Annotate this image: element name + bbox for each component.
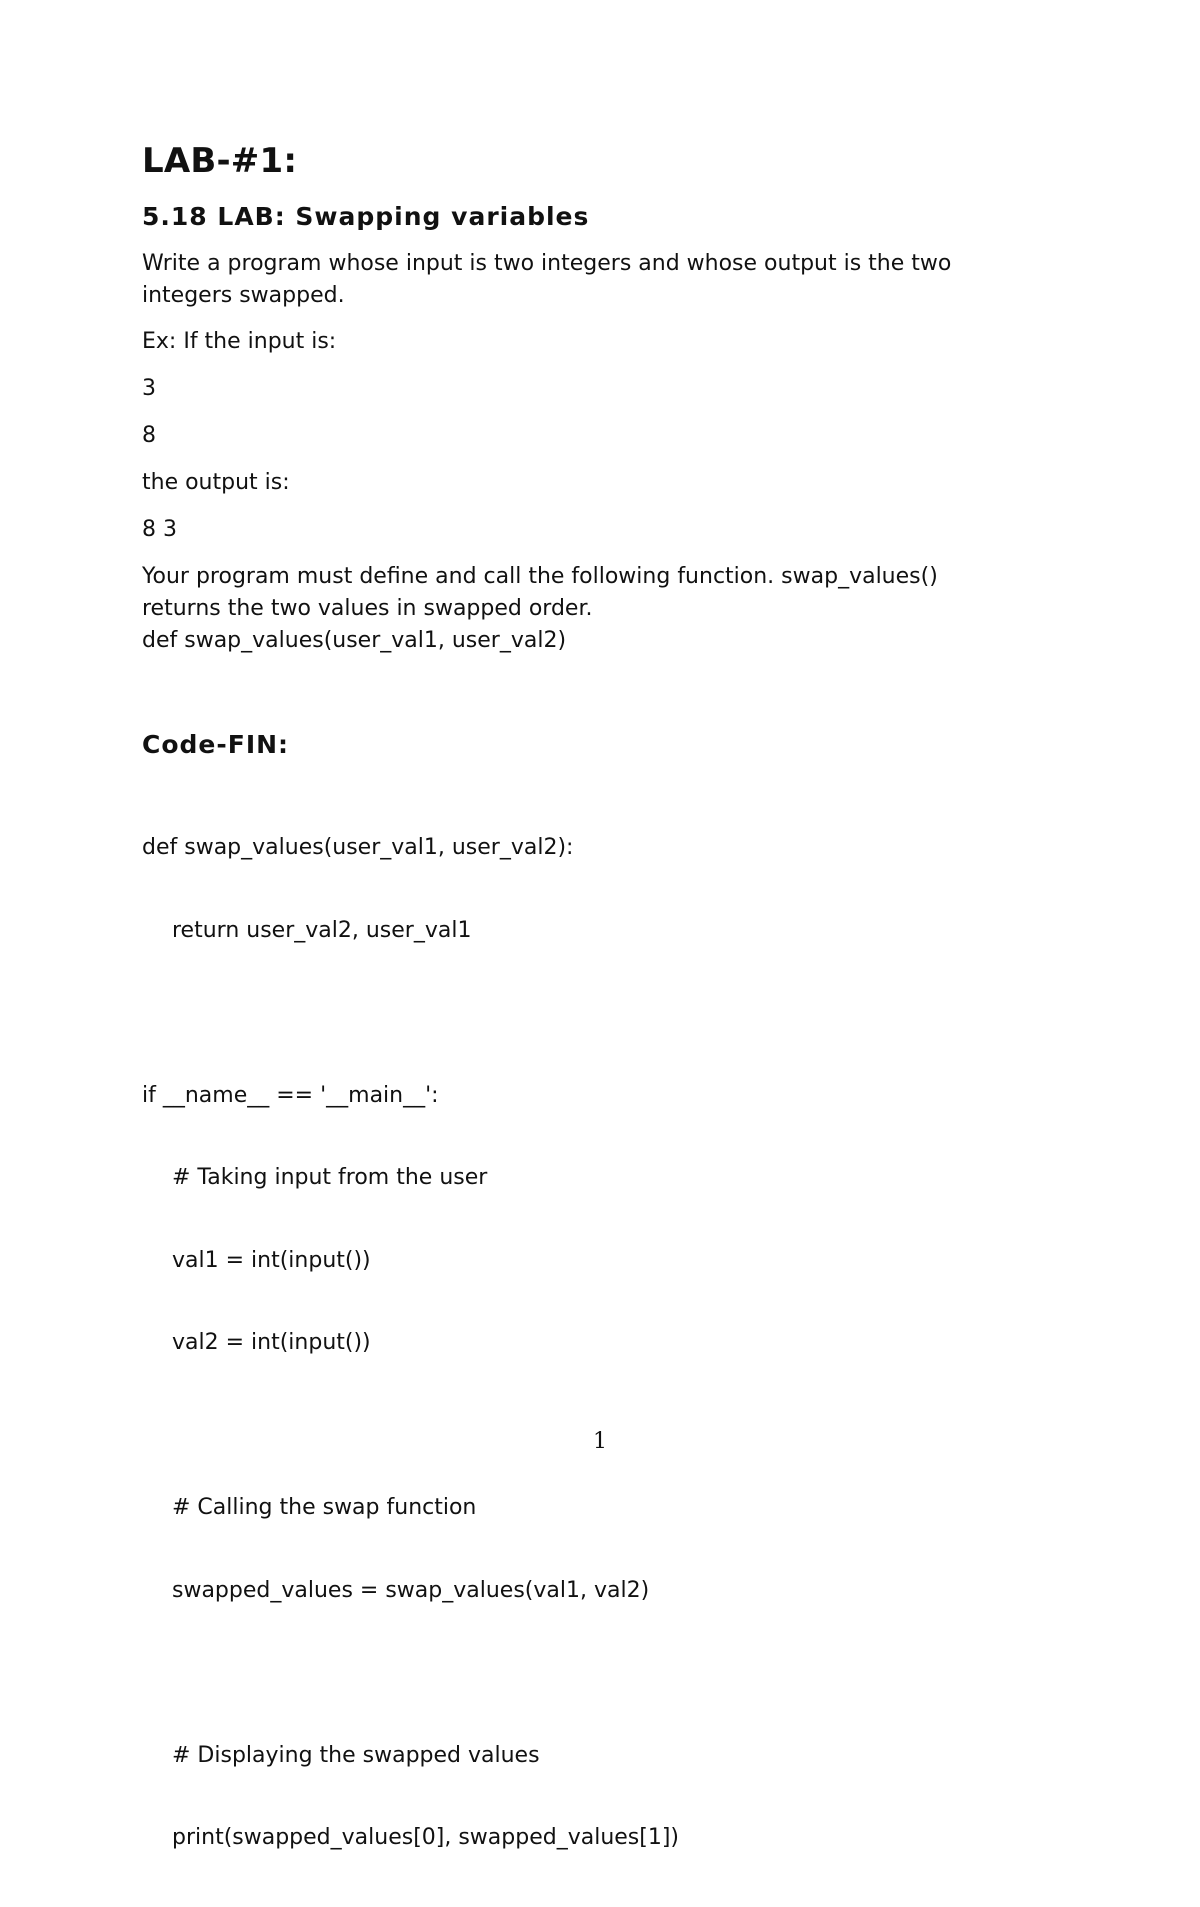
example-input-value: 3 [142, 376, 156, 401]
code-heading: Code-FIN: [142, 730, 290, 759]
code-line: def swap_values(user_val1, user_val2): [142, 835, 574, 860]
code-blank-line [142, 999, 1042, 1027]
page-number: 1 [593, 1429, 607, 1454]
output-intro: the output is: [142, 470, 290, 495]
example-intro: Ex: If the input is: [142, 329, 337, 354]
code-line: print(swapped_values[0], swapped_values[1]) [172, 1825, 680, 1850]
code-line: val1 = int(input()) [172, 1247, 371, 1273]
document-content [142, 140, 1042, 1907]
problem-description [142, 248, 1042, 312]
code-line: val2 = int(input()) [172, 1330, 371, 1355]
section-heading: 5.18 LAB: Swapping variables [142, 202, 590, 231]
description-line: integers swapped. [142, 283, 345, 308]
example-input-value: 8 [142, 423, 156, 448]
code-line: return user_val2, user_val1 [172, 917, 472, 943]
code-line: # Displaying the swapped values [172, 1742, 540, 1768]
code-line: # Calling the swap function [172, 1495, 477, 1520]
function-instructions [142, 561, 1042, 657]
lab-heading: LAB-#1: [142, 141, 298, 181]
code-blank-line [142, 1659, 1042, 1687]
instruction-line: Your program must define and call the following function. swap_values() [142, 564, 938, 589]
code-line: if __name__ == '__main__': [142, 1082, 439, 1108]
function-signature: def swap_values(user_val1, user_val2) [142, 628, 567, 653]
code-line: swapped_values = swap_values(val1, val2) [172, 1577, 650, 1603]
code-line: # Taking input from the user [172, 1165, 488, 1190]
example-output: 8 3 [142, 517, 177, 542]
description-line: Write a program whose input is two integers and whose output is the two [142, 251, 952, 276]
instruction-line: returns the two values in swapped order. [142, 596, 593, 621]
code-block [142, 779, 1042, 1907]
